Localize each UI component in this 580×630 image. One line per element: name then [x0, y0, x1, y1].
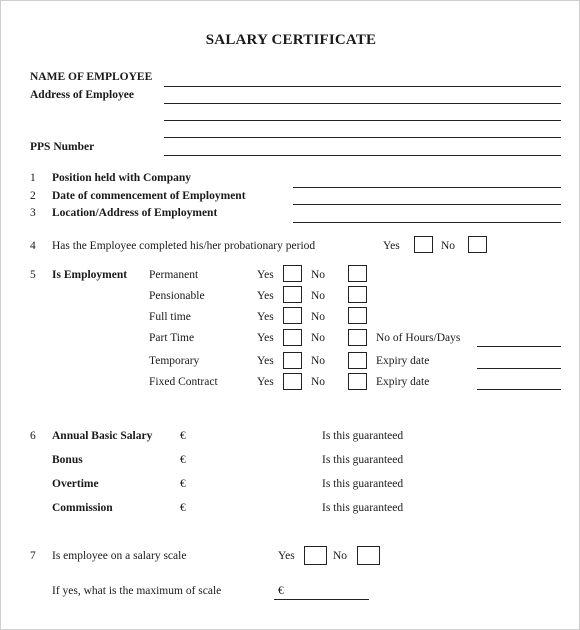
no-label: No	[311, 290, 326, 302]
item-number: 5	[30, 269, 36, 281]
currency-symbol: €	[180, 430, 186, 442]
pps-label: PPS Number	[30, 141, 95, 153]
currency-symbol: €	[278, 585, 284, 597]
max-scale-label: If yes, what is the maximum of scale	[52, 585, 222, 597]
address-field-line-2[interactable]	[164, 120, 561, 121]
name-label: NAME OF EMPLOYEE	[30, 71, 153, 83]
item-number: 2	[30, 190, 36, 202]
item-number: 3	[30, 207, 36, 219]
pensionable-no-checkbox[interactable]	[348, 286, 367, 303]
commission-label: Commission	[52, 502, 113, 514]
guaranteed-label: Is this guaranteed	[322, 478, 404, 490]
employment-label: Is Employment	[52, 269, 128, 281]
salary-scale-question: Is employee on a salary scale	[52, 550, 187, 562]
fixed-contract-no-checkbox[interactable]	[348, 373, 367, 390]
currency-symbol: €	[180, 502, 186, 514]
no-label: No	[311, 376, 326, 388]
part-time-yes-checkbox[interactable]	[283, 329, 302, 346]
fixed-contract-yes-checkbox[interactable]	[283, 373, 302, 390]
employment-type-permanent: Permanent	[149, 269, 199, 281]
yes-label: Yes	[257, 355, 274, 367]
location-field[interactable]	[293, 222, 561, 223]
employment-type-full-time: Full time	[149, 311, 191, 323]
yes-label: Yes	[257, 332, 274, 344]
temporary-expiry-label: Expiry date	[376, 355, 430, 367]
guaranteed-label: Is this guaranteed	[322, 502, 404, 514]
position-label: Position held with Company	[52, 172, 191, 184]
guaranteed-label: Is this guaranteed	[322, 430, 404, 442]
bonus-label: Bonus	[52, 454, 83, 466]
no-label: No	[311, 311, 326, 323]
scale-yes-checkbox[interactable]	[304, 546, 327, 565]
employment-type-part-time: Part Time	[149, 332, 195, 344]
overtime-label: Overtime	[52, 478, 99, 490]
permanent-no-checkbox[interactable]	[348, 265, 367, 282]
scale-yes-label: Yes	[278, 550, 295, 562]
full-time-yes-checkbox[interactable]	[283, 307, 302, 324]
temporary-yes-checkbox[interactable]	[283, 352, 302, 369]
fixed-expiry-field[interactable]	[477, 389, 561, 390]
part-time-no-checkbox[interactable]	[348, 329, 367, 346]
employment-type-pensionable: Pensionable	[149, 290, 205, 302]
address-label: Address of Employee	[30, 89, 134, 101]
no-label: No	[311, 332, 326, 344]
probation-question: Has the Employee completed his/her probationary period	[52, 240, 316, 252]
permanent-yes-checkbox[interactable]	[283, 265, 302, 282]
probation-yes-checkbox[interactable]	[414, 236, 433, 253]
item-number: 7	[30, 550, 36, 562]
position-field[interactable]	[293, 187, 561, 188]
employment-type-fixed-contract: Fixed Contract	[149, 376, 218, 388]
hours-days-field[interactable]	[477, 346, 561, 347]
probation-no-checkbox[interactable]	[468, 236, 487, 253]
currency-symbol: €	[180, 478, 186, 490]
probation-yes-label: Yes	[383, 240, 400, 252]
hours-days-label: No of Hours/Days	[376, 332, 461, 344]
fixed-expiry-label: Expiry date	[376, 376, 430, 388]
no-label: No	[311, 355, 326, 367]
probation-no-label: No	[441, 240, 456, 252]
max-scale-field[interactable]	[274, 599, 369, 600]
yes-label: Yes	[257, 311, 274, 323]
scale-no-label: No	[333, 550, 348, 562]
yes-label: Yes	[257, 376, 274, 388]
employment-type-temporary: Temporary	[149, 355, 200, 367]
yes-label: Yes	[257, 269, 274, 281]
full-time-no-checkbox[interactable]	[348, 307, 367, 324]
address-field-line-3[interactable]	[164, 137, 561, 138]
temporary-no-checkbox[interactable]	[348, 352, 367, 369]
yes-label: Yes	[257, 290, 274, 302]
page-title: SALARY CERTIFICATE	[205, 32, 377, 48]
commencement-label: Date of commencement of Employment	[52, 190, 246, 202]
guaranteed-label: Is this guaranteed	[322, 454, 404, 466]
item-number: 6	[30, 430, 36, 442]
pps-field[interactable]	[164, 155, 561, 156]
item-number: 1	[30, 172, 36, 184]
commencement-field[interactable]	[293, 204, 561, 205]
location-label: Location/Address of Employment	[52, 207, 218, 219]
scale-no-checkbox[interactable]	[357, 546, 380, 565]
no-label: No	[311, 269, 326, 281]
temporary-expiry-field[interactable]	[477, 368, 561, 369]
annual-salary-label: Annual Basic Salary	[52, 430, 153, 442]
name-field[interactable]	[164, 86, 561, 87]
pensionable-yes-checkbox[interactable]	[283, 286, 302, 303]
item-number: 4	[30, 240, 36, 252]
currency-symbol: €	[180, 454, 186, 466]
address-field-line-1[interactable]	[164, 103, 561, 104]
